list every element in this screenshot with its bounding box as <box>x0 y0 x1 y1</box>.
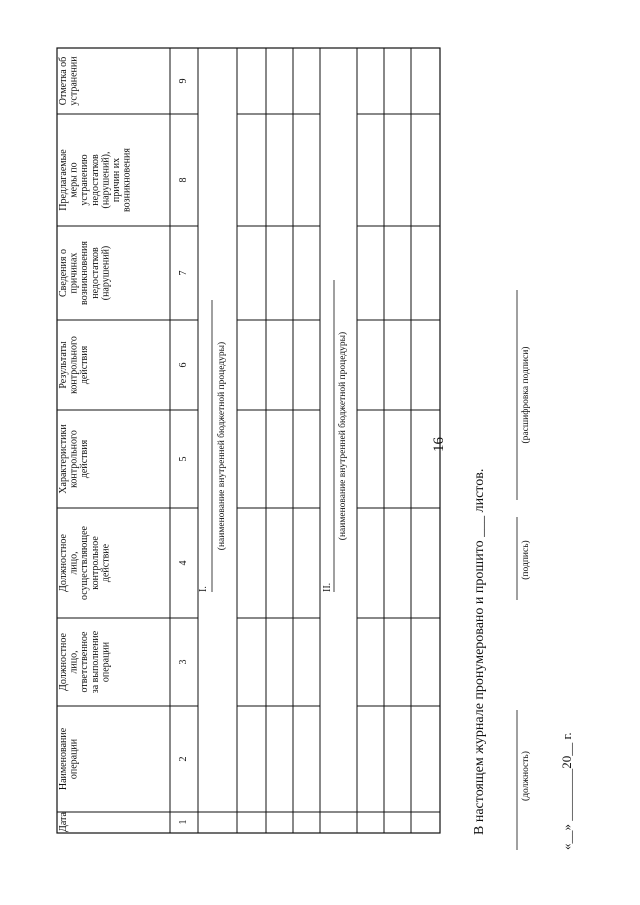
header-text: осуществляющее <box>79 526 91 600</box>
column-number: 8 <box>178 177 189 183</box>
header-text: Сведения о <box>58 249 69 297</box>
header-text: Дата <box>58 812 69 832</box>
column-number: 6 <box>178 362 189 368</box>
header-text: устранению <box>79 154 91 206</box>
header-text: устранении <box>68 56 80 106</box>
section-2-caption: (наименование внутренней бюджетной процедуры) <box>338 331 348 541</box>
header-text: ответственное <box>79 631 91 693</box>
header-text: Должностное <box>58 534 69 592</box>
header-text: лицо, <box>68 650 80 674</box>
journal-table <box>57 48 440 833</box>
header-text: контрольного <box>68 430 80 488</box>
header-text: Характеристики <box>58 424 69 494</box>
column-number: 9 <box>178 78 189 84</box>
header-text: (нарушений) <box>100 245 112 301</box>
header-text: причинах <box>68 252 80 294</box>
header-text: действия <box>79 345 91 385</box>
signature-caption: (подпись) <box>521 540 531 580</box>
header-text: действия <box>79 439 91 479</box>
column-number: 5 <box>178 456 189 462</box>
header-text: Отметка об <box>58 56 69 106</box>
header-text: операции <box>68 738 80 780</box>
page-number: 16 <box>431 437 447 452</box>
header-text: за выполнение <box>89 630 101 694</box>
header-text: Предлагаемые <box>58 149 69 211</box>
decoding-caption: (расшифровка подписи) <box>521 346 531 444</box>
header-text: Результаты <box>58 341 69 389</box>
journal-statement: В настоящем журнале пронумеровано и прошито ___ листов. <box>472 468 487 835</box>
header-text: Наименование <box>58 727 69 791</box>
header-text: недостатков <box>89 154 101 206</box>
section-1-caption: (наименование внутренней бюджетной процедуры) <box>217 341 227 551</box>
column-number: 4 <box>178 560 189 566</box>
header-text: контрольное <box>89 536 101 590</box>
header-text: Должностное <box>58 633 69 691</box>
header-text: меры по <box>68 162 80 198</box>
header-text: контрольного <box>68 336 80 394</box>
position-caption: (должность) <box>521 751 531 801</box>
column-number: 3 <box>178 659 189 665</box>
column-number: 1 <box>178 819 189 825</box>
header-text: недостатков <box>89 247 101 299</box>
header-text: лицо, <box>68 551 80 575</box>
header-text: возникновения <box>79 241 91 305</box>
section-2-roman: II. <box>322 582 333 592</box>
header-text: (нарушений), <box>100 151 112 209</box>
date-line: «__» ________20__ г. <box>559 732 574 850</box>
header-text: операции <box>100 641 112 683</box>
header-text: причин их <box>111 157 122 203</box>
header-text: действие <box>100 543 112 583</box>
column-number: 7 <box>178 270 189 276</box>
section-1-roman: I. <box>198 586 209 592</box>
footer-block <box>472 290 574 850</box>
header-text: возникновения <box>121 148 133 212</box>
column-number: 2 <box>178 756 189 762</box>
